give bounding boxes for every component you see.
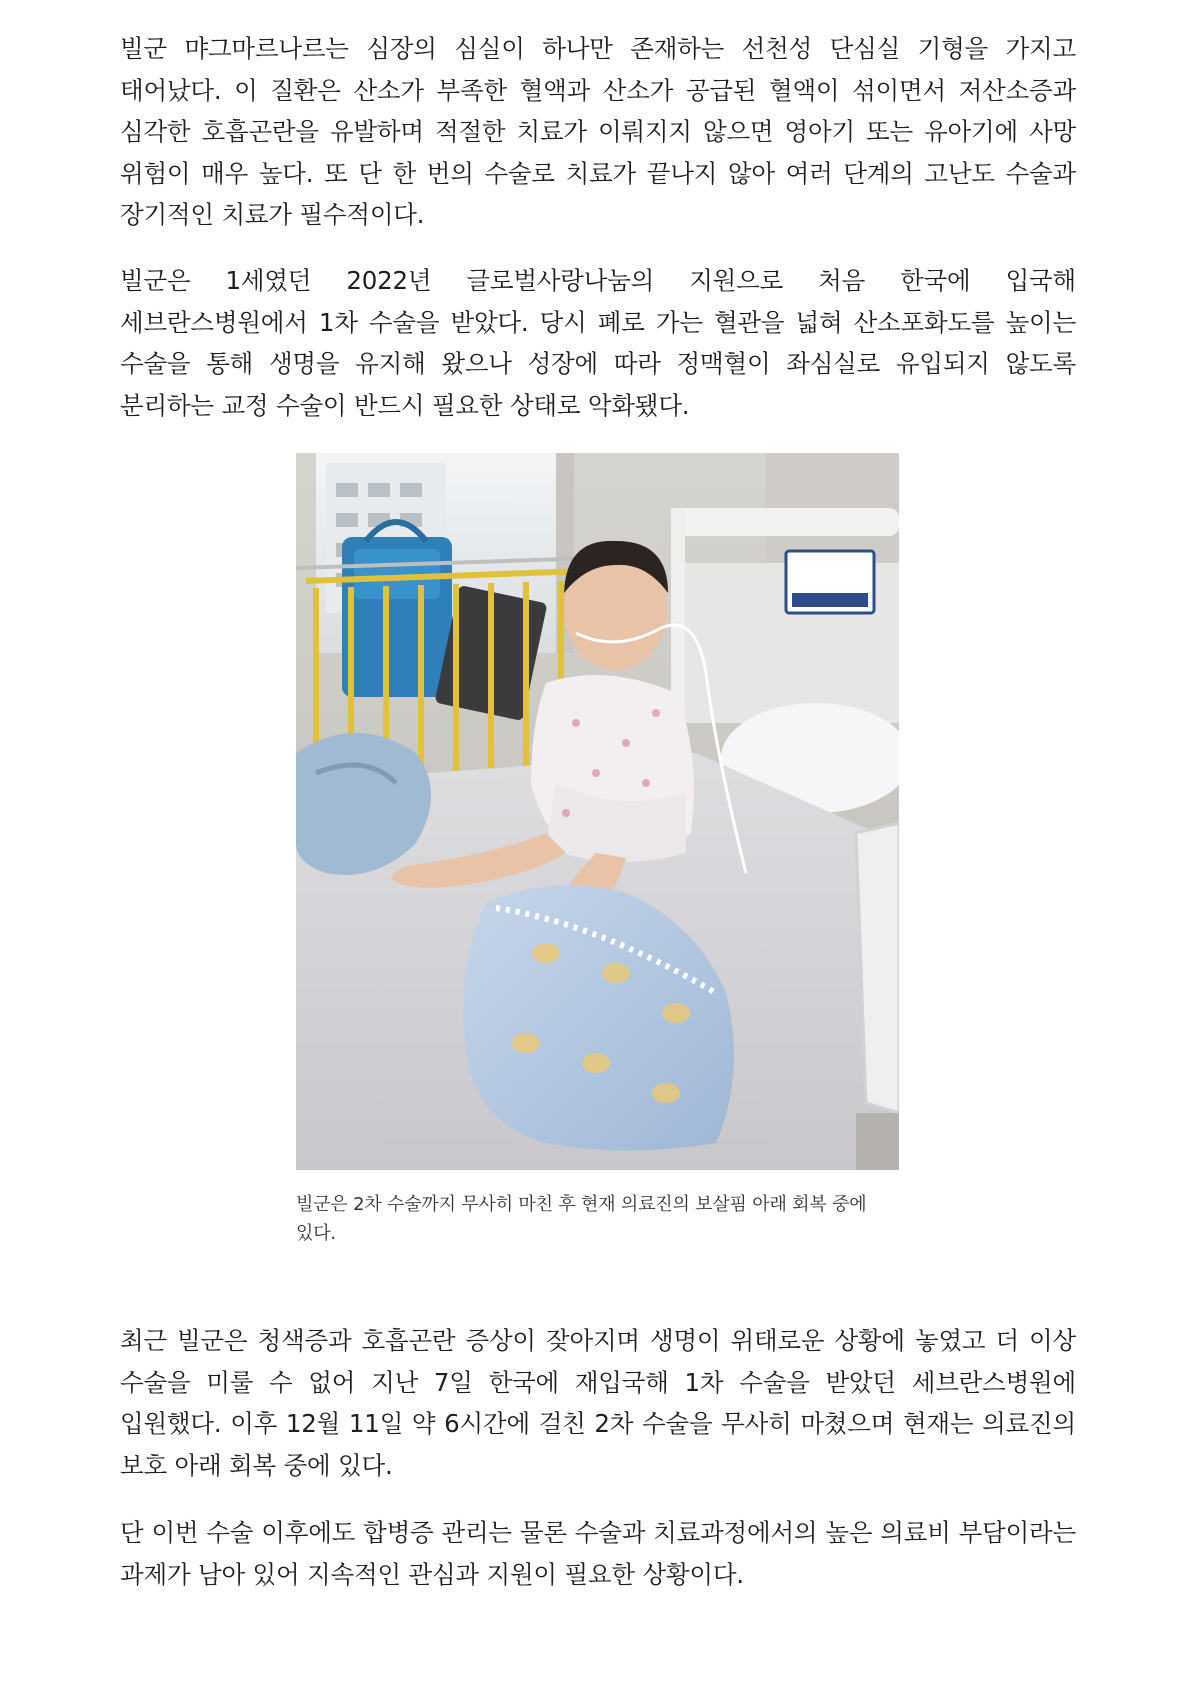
photo-illustration [296, 453, 899, 1170]
article-figure [296, 453, 899, 1248]
figure-caption: 빌군은 2차 수술까지 무사히 마친 후 현재 의료진의 보살핌 아래 회복 중에 있다. [296, 1194, 867, 1244]
article-paragraph-3: 최근 빌군은 청색증과 호흡곤란 증상이 잦아지며 생명이 위태로운 상황에 놓였고 더 이상 수술을 미룰 수 없어 지난 7일 한국에 재입국해 1차 수술을 받았던 세브란스병원에 입원했다. 이후 12월 11일 약 6시간에 걸친 2차 수술을 무사히 마쳤으며 현재는 의료진의 보호 아래 회복 중에 있다. [120, 1326, 1076, 1480]
article-paragraph-4: 단 이번 수술 이후에도 합병증 관리는 물론 수술과 치료과정에서의 높은 의료비 부담이라는 과제가 남아 있어 지속적인 관심과 지원이 필요한 상황이다. [120, 1518, 1076, 1589]
hospital-bed-photo [296, 453, 899, 1170]
article-paragraph-2: 빌군은 1세였던 2022년 글로벌사랑나눔의 지원으로 처음 한국에 입국해 세브란스병원에서 1차 수술을 받았다. 당시 폐로 가는 혈관을 넓혀 산소포화도를 높이는 수술을 통해 생명을 유지해 왔으나 성장에 따라 정맥혈이 좌심실로 유입되지 않도록 분리하는 교정 수술이 반드시 필요한 상태로 악화됐다. [120, 266, 1076, 420]
article-paragraph-1: 빌군 먀그마르나르는 심장의 심실이 하나만 존재하는 선천성 단심실 기형을 가지고 태어났다. 이 질환은 산소가 부족한 혈액과 산소가 공급된 혈액이 섞이면서 저산소증과 심각한 호흡곤란을 유발하며 적절한 치료가 이뤄지지 않으면 영아기 또는 유아기에 사망 위험이 매우 높다. 또 단 한 번의 수술로 치료가 끝나지 않아 여러 단계의 고난도 수술과 장기적인 치료가 필수적이다. [120, 34, 1076, 229]
